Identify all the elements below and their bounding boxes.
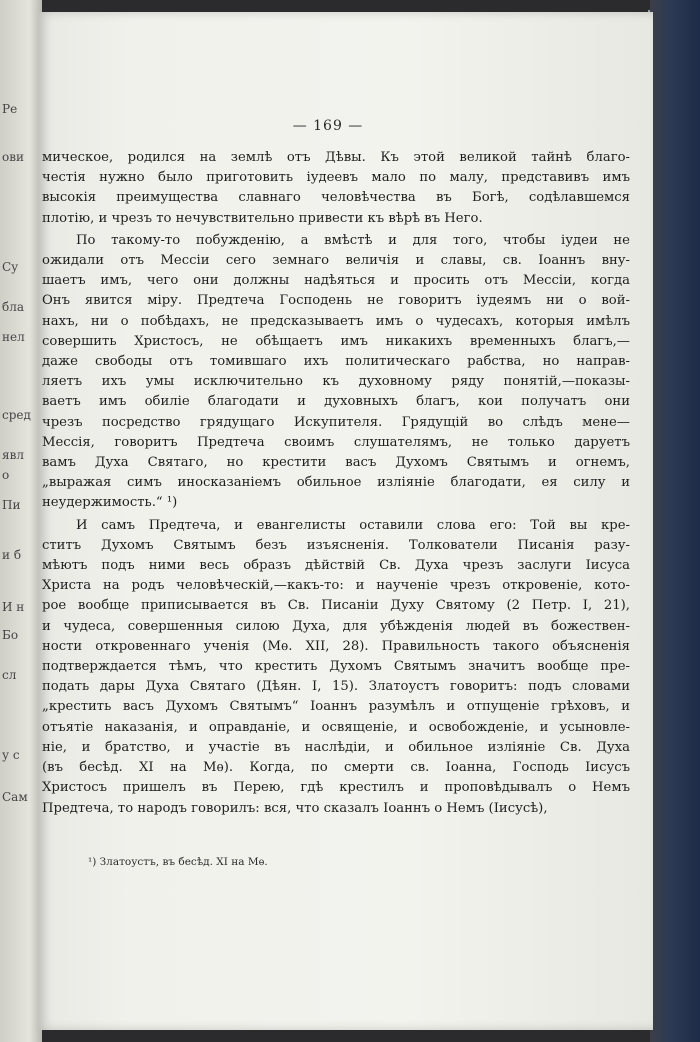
text-line: даже свободы отъ томившаго ихъ политическаго рабства, но направ-	[42, 354, 630, 370]
text-line: Мессія, говоритъ Предтеча своимъ слушателямъ, не только даруетъ	[42, 434, 630, 450]
text-line: чрезъ посредство грядущаго Искупителя. Грядущій во слѣдъ мене—	[42, 414, 630, 430]
book-page	[38, 12, 653, 1030]
text-line: неудержимость.“ ¹)	[42, 495, 178, 511]
paragraph	[42, 516, 630, 819]
text-line: плотію, и чрезъ то нечувствительно привести къ вѣрѣ въ Него.	[42, 210, 483, 226]
paragraph	[42, 231, 630, 514]
facing-page-fragment: Сам	[2, 790, 28, 804]
text-line: ляетъ ихъ умы исключительно къ духовному ряду понятій,—показы-	[42, 374, 630, 390]
text-line: „выражая симъ иносказаніемъ обильное изліяніе благодати, ея силу и	[42, 475, 630, 491]
text-line: ніе, и братство, и участіе въ наслѣдіи, и обильное изліяніе Св. Духа	[42, 739, 630, 755]
facing-page-fragment: сл	[2, 668, 17, 682]
text-line: ститъ Духомъ Святымъ безъ изъясненія. Толкователи Писанія разу-	[42, 537, 630, 553]
text-line: шаетъ имъ, чего они должны надѣяться и просить отъ Мессіи, когда	[42, 273, 630, 289]
facing-page-edge	[0, 0, 42, 1042]
text-line: мическое, родился на землѣ отъ Дѣвы. Къ этой великой тайнѣ благо-	[42, 150, 630, 165]
facing-page-fragment: Пи	[2, 498, 21, 512]
facing-page-fragment: И н	[2, 600, 25, 614]
text-line: и чудеса, совершенныя силою Духа, для убѣжденія людей въ божествен-	[42, 618, 630, 634]
text-line: И самъ Предтеча, и евангелисты оставили слова его: Той вы кре-	[76, 517, 630, 533]
text-line: По такому-то побужденію, а вмѣстѣ и для того, чтобы іудеи не	[76, 232, 630, 248]
text-line: Предтеча, то народъ говорилъ: вся, что сказалъ Іоаннъ о Немъ (Іисусѣ),	[42, 800, 548, 816]
body-text	[42, 148, 630, 821]
text-line: ности откровеннаго ученія (Мѳ. XII, 28). Правильность такого объясненія	[42, 638, 630, 654]
text-line: (въ бесѣд. XI на Мѳ). Когда, по смерти св. Іоанна, Господь Іисусъ	[42, 760, 630, 776]
facing-page-fragment: Ре	[2, 102, 18, 116]
facing-page-fragment: явл	[2, 448, 24, 462]
text-line: рое вообще приписывается въ Св. Писаніи Духу Святому (2 Петр. I, 21),	[42, 598, 630, 614]
facing-page-fragment: Су	[2, 260, 19, 274]
paragraph	[42, 148, 630, 229]
text-line: Онъ явится міру. Предтеча Господень не говоритъ іудеямъ ни о вой-	[42, 293, 630, 309]
text-line: честія нужно было приготовить іудеевъ мало по малу, представивъ имъ	[42, 170, 630, 186]
facing-page-fragment: и б	[2, 548, 22, 562]
facing-page-fragment: бла	[2, 300, 25, 314]
text-line: нахъ, ни о побѣдахъ, не предсказываетъ имъ о чудесахъ, которыя имѣлъ	[42, 313, 630, 329]
text-line: Христосъ пришелъ въ Перею, гдѣ крестилъ и проповѣдывалъ о Немъ	[42, 780, 630, 796]
text-line: ожидали отъ Мессіи сего земнаго величія и славы, св. Іоаннъ вну-	[42, 253, 630, 269]
text-line: высокія преимущества славнаго человѣчества въ Богѣ, содѣлавшемся	[42, 190, 630, 206]
footnote-rule	[48, 836, 618, 837]
text-line: совершить Христосъ, не обѣщаетъ имъ никакихъ временныхъ благъ,—	[42, 333, 630, 349]
book-binding	[650, 0, 700, 1042]
facing-page-fragment: нел	[2, 330, 25, 344]
facing-page-fragment: о	[2, 468, 10, 482]
text-line: мѣютъ подъ ними весь образъ дѣйствій Св. Духа чрезъ заслуги Іисуса	[42, 558, 630, 574]
text-line: подтверждается тѣмъ, что крестить Духомъ Святымъ значитъ вообще пре-	[42, 659, 630, 675]
text-line: вамъ Духа Святаго, но крестити васъ Духомъ Святымъ и огнемъ,	[42, 455, 630, 471]
text-line: подать дары Духа Святаго (Дѣян. I, 15). Златоустъ говоритъ: подъ словами	[42, 679, 630, 695]
facing-page-fragment: ови	[2, 150, 24, 164]
text-line: Христа на родъ человѣческій,—какъ-то: и наученіе чрезъ откровеніе, кото-	[42, 578, 630, 594]
facing-page-fragment: сред	[2, 408, 31, 422]
text-line: ваетъ имъ обиліе благодати и духовныхъ благъ, кои получатъ они	[42, 394, 630, 410]
facing-page-fragment: Бо	[2, 628, 19, 642]
facing-page-fragment: у с	[2, 748, 20, 762]
text-line: „крестить васъ Духомъ Святымъ“ Іоаннъ разумѣлъ и отпущеніе грѣховъ, и	[42, 699, 630, 715]
text-line: отъятіе наказанія, и оправданіе, и освященіе, и освобожденіе, и усыновле-	[42, 719, 630, 735]
page-number: — 169 —	[292, 118, 364, 134]
footnote: ¹) Златоустъ, въ бесѣд. XI на Мѳ.	[88, 856, 268, 868]
